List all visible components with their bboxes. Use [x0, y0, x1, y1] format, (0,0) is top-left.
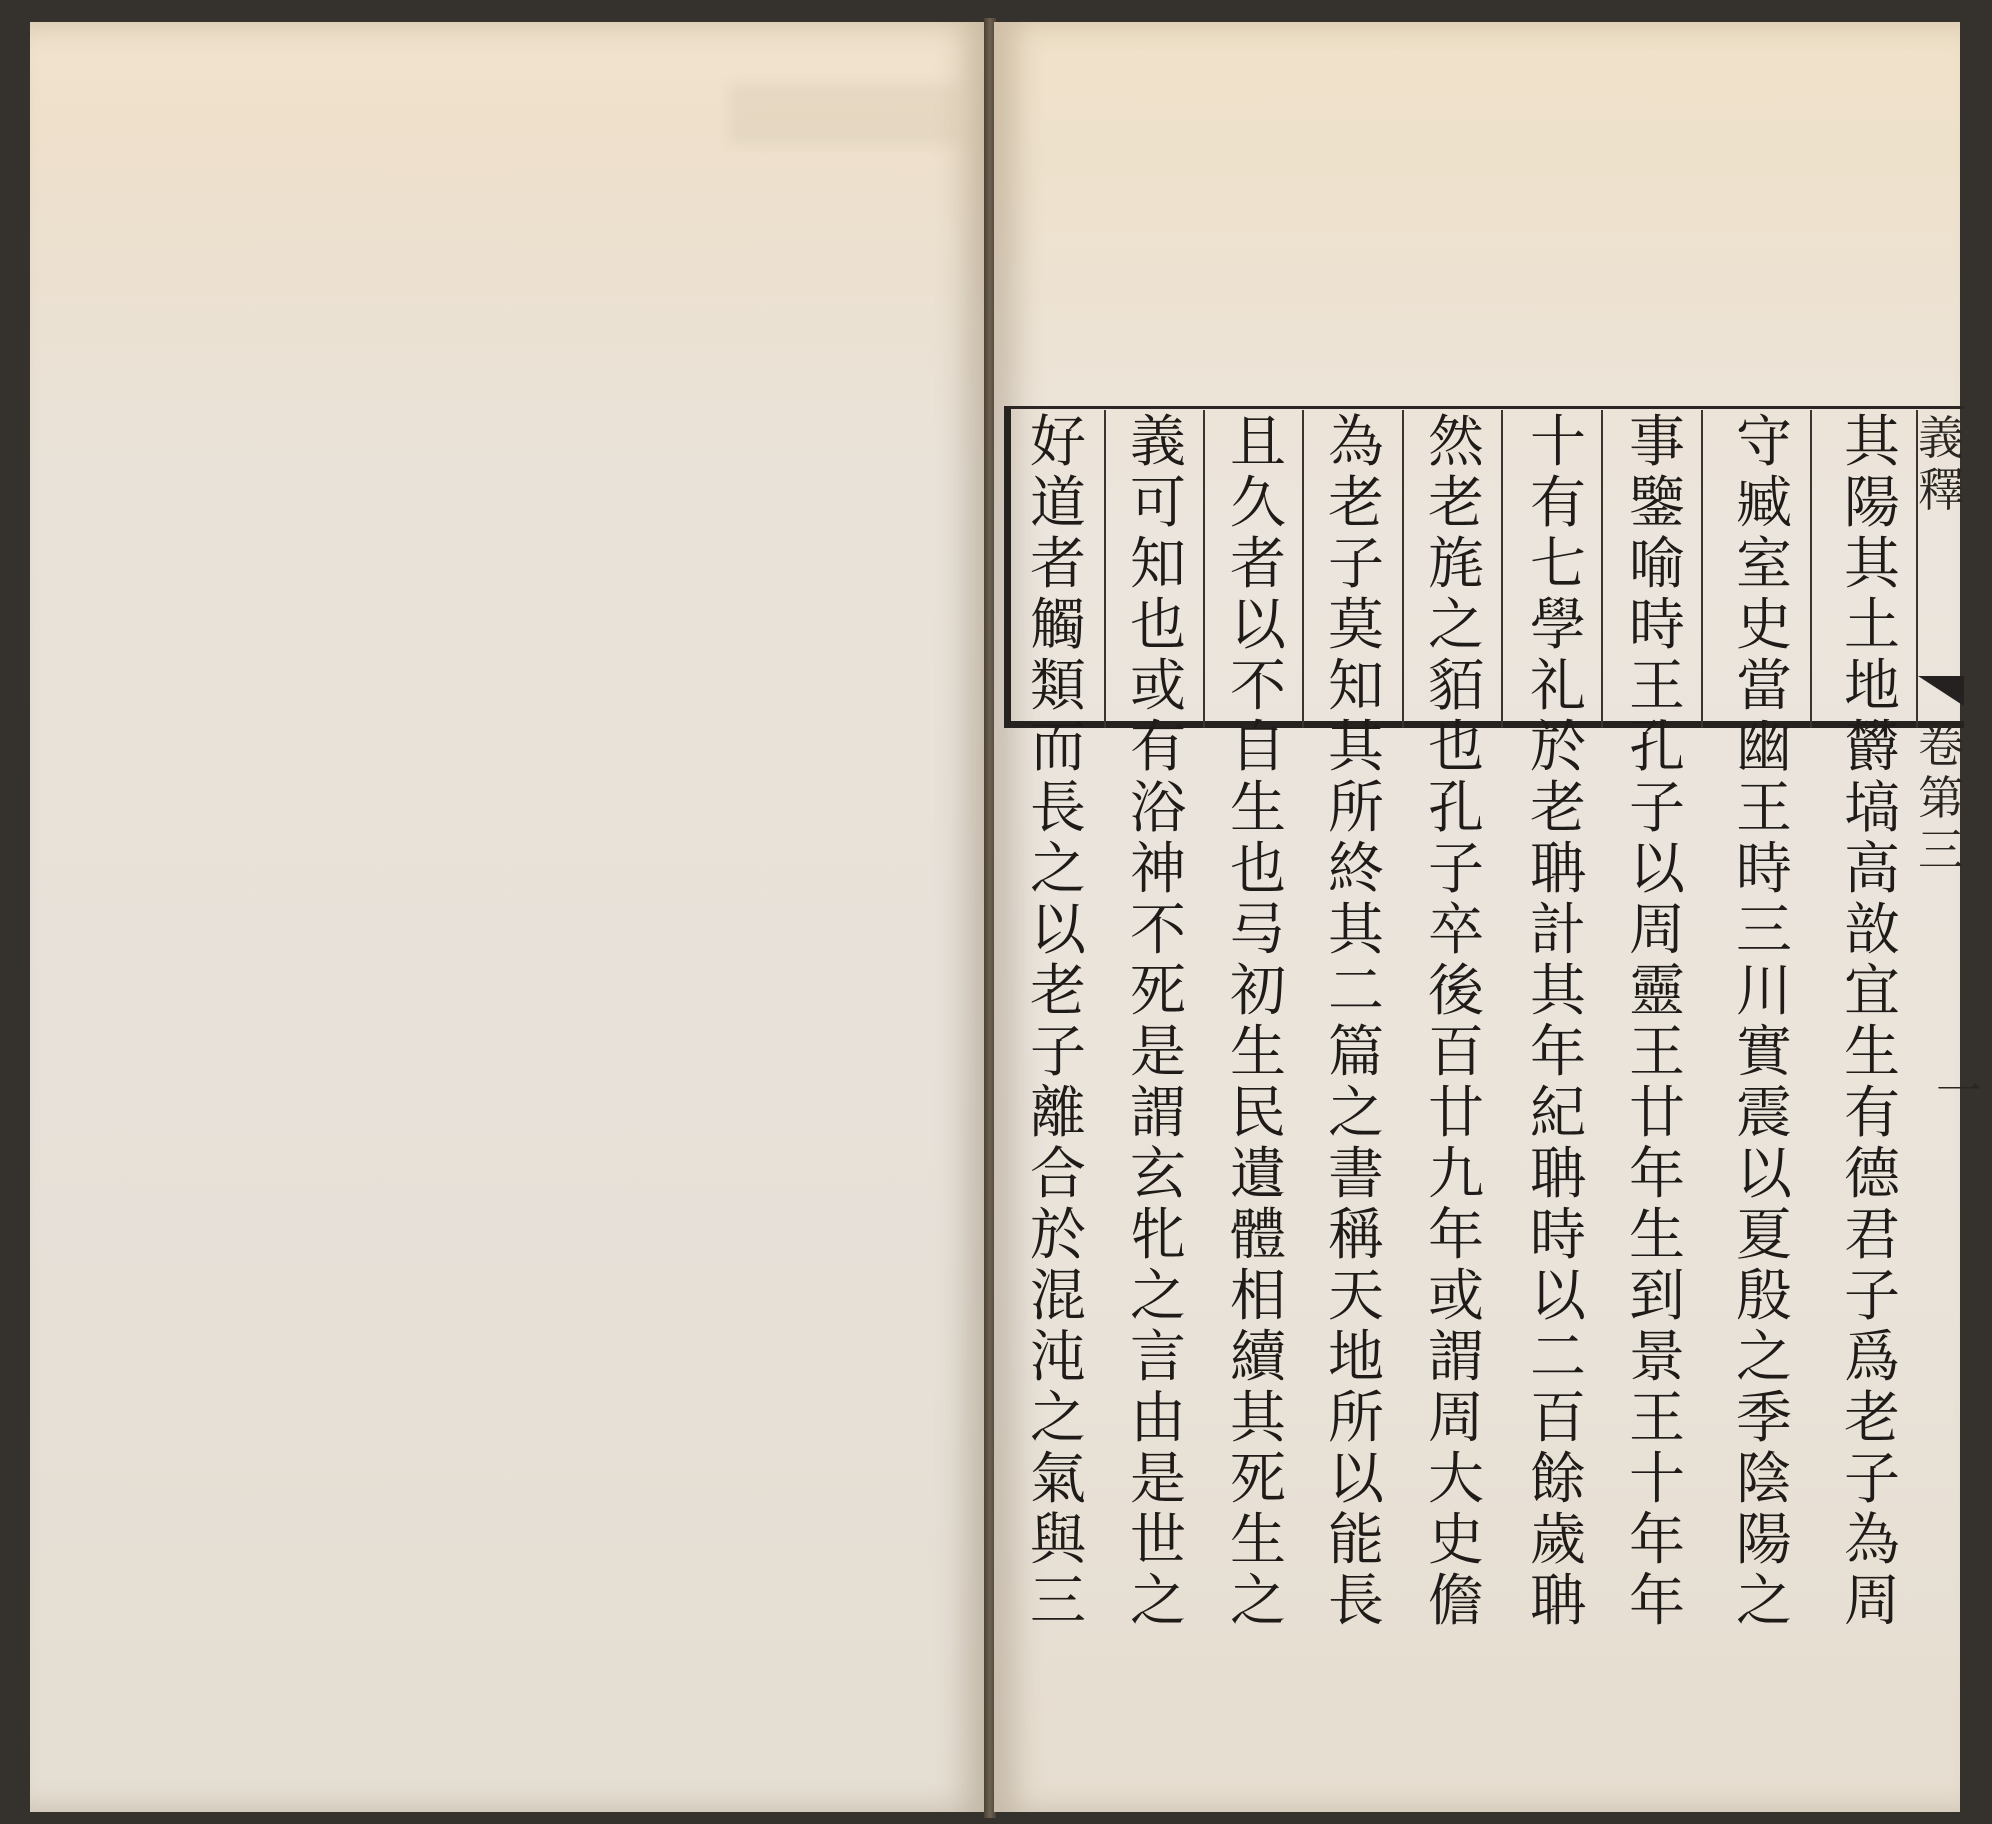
- text-char: 初: [1230, 959, 1286, 1024]
- text-char: 離: [1030, 1081, 1086, 1146]
- page-number: 一: [1936, 1064, 1982, 1118]
- column-rule: [1701, 410, 1703, 728]
- text-char: 幽: [1736, 715, 1792, 780]
- text-char: 牝: [1130, 1203, 1186, 1268]
- margin-chapter-char: 卷: [1918, 719, 1964, 773]
- text-char: 三: [1030, 1569, 1086, 1634]
- text-char: 其: [1328, 715, 1384, 780]
- text-char: 孔: [1629, 715, 1685, 780]
- text-column-4: [1514, 412, 1602, 1632]
- text-char: 其: [1328, 898, 1384, 963]
- text-char: 年: [1530, 1020, 1586, 1085]
- text-char: 其: [1844, 410, 1900, 475]
- text-char: 孔: [1428, 776, 1484, 841]
- text-char: 知: [1130, 532, 1186, 597]
- text-char: 有: [1530, 471, 1586, 536]
- text-char: 臧: [1736, 471, 1792, 536]
- text-char: 百: [1428, 1020, 1484, 1085]
- text-char: 也: [1130, 593, 1186, 658]
- text-char: 儋: [1428, 1569, 1484, 1634]
- text-char: 老: [1428, 471, 1484, 536]
- column-rule: [1402, 410, 1404, 728]
- text-char: 時: [1736, 837, 1792, 902]
- text-char: 陰: [1736, 1447, 1792, 1512]
- text-char: 川: [1736, 959, 1792, 1024]
- text-char: 喻: [1629, 532, 1685, 597]
- text-char: 聃: [1530, 1142, 1586, 1207]
- text-char: 也: [1230, 837, 1286, 902]
- text-char: 生: [1230, 1020, 1286, 1085]
- text-char: 廿: [1428, 1081, 1484, 1146]
- text-char: 史: [1736, 593, 1792, 658]
- text-char: 莫: [1328, 593, 1384, 658]
- text-char: 老: [1030, 959, 1086, 1024]
- text-char: 合: [1030, 1142, 1086, 1207]
- text-char: 其: [1230, 1386, 1286, 1451]
- text-char: 景: [1629, 1325, 1685, 1390]
- text-char: 稱: [1328, 1203, 1384, 1268]
- text-char: 學: [1530, 593, 1586, 658]
- text-char: 老: [1530, 776, 1586, 841]
- text-char: 聃: [1530, 837, 1586, 902]
- text-char: 篇: [1328, 1020, 1384, 1085]
- text-char: 以: [1230, 593, 1286, 658]
- text-char: 當: [1736, 654, 1792, 719]
- text-char: 周: [1844, 1569, 1900, 1634]
- text-char: 地: [1328, 1325, 1384, 1390]
- text-char: 敨: [1844, 898, 1900, 963]
- text-char: 餘: [1530, 1447, 1586, 1512]
- text-char: 王: [1629, 654, 1685, 719]
- column-rule: [1810, 410, 1812, 728]
- text-char: 長: [1030, 776, 1086, 841]
- text-char: 沌: [1030, 1325, 1086, 1390]
- text-char: 道: [1030, 471, 1086, 536]
- text-char: 地: [1844, 654, 1900, 719]
- text-char: 之: [1428, 593, 1484, 658]
- margin-title: [1918, 412, 1964, 516]
- text-char: 百: [1530, 1386, 1586, 1451]
- text-char: 欝: [1844, 715, 1900, 780]
- text-char: 長: [1328, 1569, 1384, 1634]
- text-char: 之: [1736, 1325, 1792, 1390]
- text-char: 義: [1130, 410, 1186, 475]
- text-char: 二: [1328, 959, 1384, 1024]
- text-char: 神: [1130, 837, 1186, 902]
- text-char: 然: [1428, 410, 1484, 475]
- text-column-3: [1613, 412, 1701, 1632]
- text-char: 書: [1328, 1142, 1384, 1207]
- text-column-1: [1828, 412, 1916, 1632]
- text-char: 君: [1844, 1203, 1900, 1268]
- text-char: 為: [1844, 1508, 1900, 1573]
- text-char: 之: [1130, 1569, 1186, 1634]
- text-column-7: [1214, 412, 1302, 1632]
- text-char: 子: [1844, 1447, 1900, 1512]
- text-char: 生: [1230, 1508, 1286, 1573]
- text-char: 死: [1230, 1447, 1286, 1512]
- text-char: 生: [1844, 1020, 1900, 1085]
- text-char: 塙: [1844, 776, 1900, 841]
- text-char: 史: [1428, 1508, 1484, 1573]
- text-char: 為: [1328, 410, 1384, 475]
- text-char: 其: [1844, 532, 1900, 597]
- text-char: 卒: [1428, 898, 1484, 963]
- text-column-2: [1720, 412, 1808, 1632]
- text-char: 自: [1230, 715, 1286, 780]
- text-char: 老: [1844, 1386, 1900, 1451]
- text-char: 觸: [1030, 593, 1086, 658]
- text-char: 年: [1629, 1142, 1685, 1207]
- text-char: 旄: [1428, 532, 1484, 597]
- margin-chapter-char: 三: [1918, 823, 1964, 877]
- text-char: 二: [1530, 1325, 1586, 1390]
- text-char: 十: [1629, 1447, 1685, 1512]
- text-char: 季: [1736, 1386, 1792, 1451]
- text-char: 礼: [1530, 654, 1586, 719]
- text-char: 年: [1629, 1508, 1685, 1573]
- text-char: 事: [1629, 410, 1685, 475]
- text-char: 時: [1629, 593, 1685, 658]
- text-char: 之: [1030, 837, 1086, 902]
- fishtail-mark: [1918, 676, 1964, 706]
- text-char: 子: [1328, 532, 1384, 597]
- text-char: 世: [1130, 1508, 1186, 1573]
- text-char: 實: [1736, 1020, 1792, 1085]
- text-char: 子: [1629, 776, 1685, 841]
- text-char: 可: [1130, 471, 1186, 536]
- text-column-5: [1412, 412, 1500, 1632]
- text-char: 時: [1530, 1203, 1586, 1268]
- text-char: 之: [1230, 1569, 1286, 1634]
- margin-chapter-char: 第: [1918, 771, 1964, 825]
- text-char: 鑒: [1629, 471, 1685, 536]
- text-char: 到: [1629, 1264, 1685, 1329]
- text-char: 浴: [1130, 776, 1186, 841]
- column-rule: [1104, 410, 1106, 728]
- text-char: 殷: [1736, 1264, 1792, 1329]
- text-char: 且: [1230, 410, 1286, 475]
- text-char: 子: [1844, 1264, 1900, 1329]
- text-char: 混: [1030, 1264, 1086, 1329]
- text-char: 子: [1030, 1020, 1086, 1085]
- text-char: 體: [1230, 1203, 1286, 1268]
- text-char: 遺: [1230, 1142, 1286, 1207]
- text-char: 高: [1844, 837, 1900, 902]
- text-char: 續: [1230, 1325, 1286, 1390]
- text-char: 陽: [1736, 1508, 1792, 1573]
- text-char: 以: [1328, 1447, 1384, 1512]
- text-char: 王: [1736, 776, 1792, 841]
- text-char: 是: [1130, 1447, 1186, 1512]
- text-char: 言: [1130, 1325, 1186, 1390]
- text-column-9: [1014, 412, 1102, 1632]
- text-char: 謂: [1130, 1081, 1186, 1146]
- text-char: 室: [1736, 532, 1792, 597]
- text-char: 㢧: [1230, 898, 1286, 963]
- text-char: 爲: [1844, 1325, 1900, 1390]
- text-char: 王: [1629, 1020, 1685, 1085]
- text-column-6: [1312, 412, 1400, 1632]
- text-char: 天: [1328, 1264, 1384, 1329]
- text-char: 不: [1130, 898, 1186, 963]
- text-char: 是: [1130, 1020, 1186, 1085]
- text-char: 者: [1030, 532, 1086, 597]
- text-char: 於: [1030, 1203, 1086, 1268]
- text-char: 子: [1428, 837, 1484, 902]
- text-char: 或: [1428, 1264, 1484, 1329]
- text-char: 與: [1030, 1508, 1086, 1573]
- text-char: 宜: [1844, 959, 1900, 1024]
- text-char: 周: [1629, 898, 1685, 963]
- text-char: 所: [1328, 1386, 1384, 1451]
- text-char: 年: [1428, 1203, 1484, 1268]
- text-char: 相: [1230, 1264, 1286, 1329]
- left-page-blank: [30, 22, 988, 1812]
- text-char: 類: [1030, 654, 1086, 719]
- text-char: 玄: [1130, 1142, 1186, 1207]
- text-char: 後: [1428, 959, 1484, 1024]
- text-column-8: [1114, 412, 1202, 1632]
- text-char: 紀: [1530, 1081, 1586, 1146]
- text-char: 計: [1530, 898, 1586, 963]
- text-char: 於: [1530, 715, 1586, 780]
- text-char: 七: [1530, 532, 1586, 597]
- text-char: 老: [1328, 471, 1384, 536]
- text-char: 終: [1328, 837, 1384, 902]
- text-char: 由: [1130, 1386, 1186, 1451]
- text-char: 土: [1844, 593, 1900, 658]
- text-char: 夏: [1736, 1203, 1792, 1268]
- text-char: 以: [1736, 1142, 1792, 1207]
- text-char: 聃: [1530, 1569, 1586, 1634]
- page-stain: [730, 84, 960, 144]
- text-char: 有: [1130, 715, 1186, 780]
- text-char: 能: [1328, 1508, 1384, 1573]
- text-char: 大: [1428, 1447, 1484, 1512]
- margin-title-char: 釋: [1918, 463, 1964, 517]
- text-char: 守: [1736, 410, 1792, 475]
- text-char: 知: [1328, 654, 1384, 719]
- text-char: 有: [1844, 1081, 1900, 1146]
- text-char: 而: [1030, 715, 1086, 780]
- text-char: 氣: [1030, 1447, 1086, 1512]
- text-char: 不: [1230, 654, 1286, 719]
- text-char: 廿: [1629, 1081, 1685, 1146]
- text-char: 震: [1736, 1081, 1792, 1146]
- text-char: 以: [1629, 837, 1685, 902]
- text-char: 之: [1736, 1569, 1792, 1634]
- text-char: 民: [1230, 1081, 1286, 1146]
- text-char: 其: [1530, 959, 1586, 1024]
- text-char: 或: [1130, 654, 1186, 719]
- text-char: 貊: [1428, 654, 1484, 719]
- text-char: 生: [1230, 776, 1286, 841]
- margin-title-char: 義: [1918, 411, 1964, 465]
- text-char: 也: [1428, 715, 1484, 780]
- text-char: 好: [1030, 410, 1086, 475]
- margin-chapter: [1918, 720, 1964, 876]
- text-char: 歲: [1530, 1508, 1586, 1573]
- text-char: 之: [1130, 1264, 1186, 1329]
- text-char: 者: [1230, 532, 1286, 597]
- column-rule: [1302, 410, 1304, 728]
- column-rule: [1203, 410, 1205, 728]
- text-char: 年: [1629, 1569, 1685, 1634]
- text-char: 久: [1230, 471, 1286, 536]
- text-char: 十: [1530, 410, 1586, 475]
- text-char: 所: [1328, 776, 1384, 841]
- text-char: 周: [1428, 1386, 1484, 1451]
- text-char: 王: [1629, 1386, 1685, 1451]
- text-char: 德: [1844, 1142, 1900, 1207]
- text-char: 靈: [1629, 959, 1685, 1024]
- text-char: 三: [1736, 898, 1792, 963]
- text-char: 九: [1428, 1142, 1484, 1207]
- text-char: 之: [1030, 1386, 1086, 1451]
- text-char: 以: [1530, 1264, 1586, 1329]
- column-rule: [1501, 410, 1503, 728]
- text-char: 之: [1328, 1081, 1384, 1146]
- text-char: 陽: [1844, 471, 1900, 536]
- text-char: 謂: [1428, 1325, 1484, 1390]
- text-char: 以: [1030, 898, 1086, 963]
- text-char: 生: [1629, 1203, 1685, 1268]
- text-char: 死: [1130, 959, 1186, 1024]
